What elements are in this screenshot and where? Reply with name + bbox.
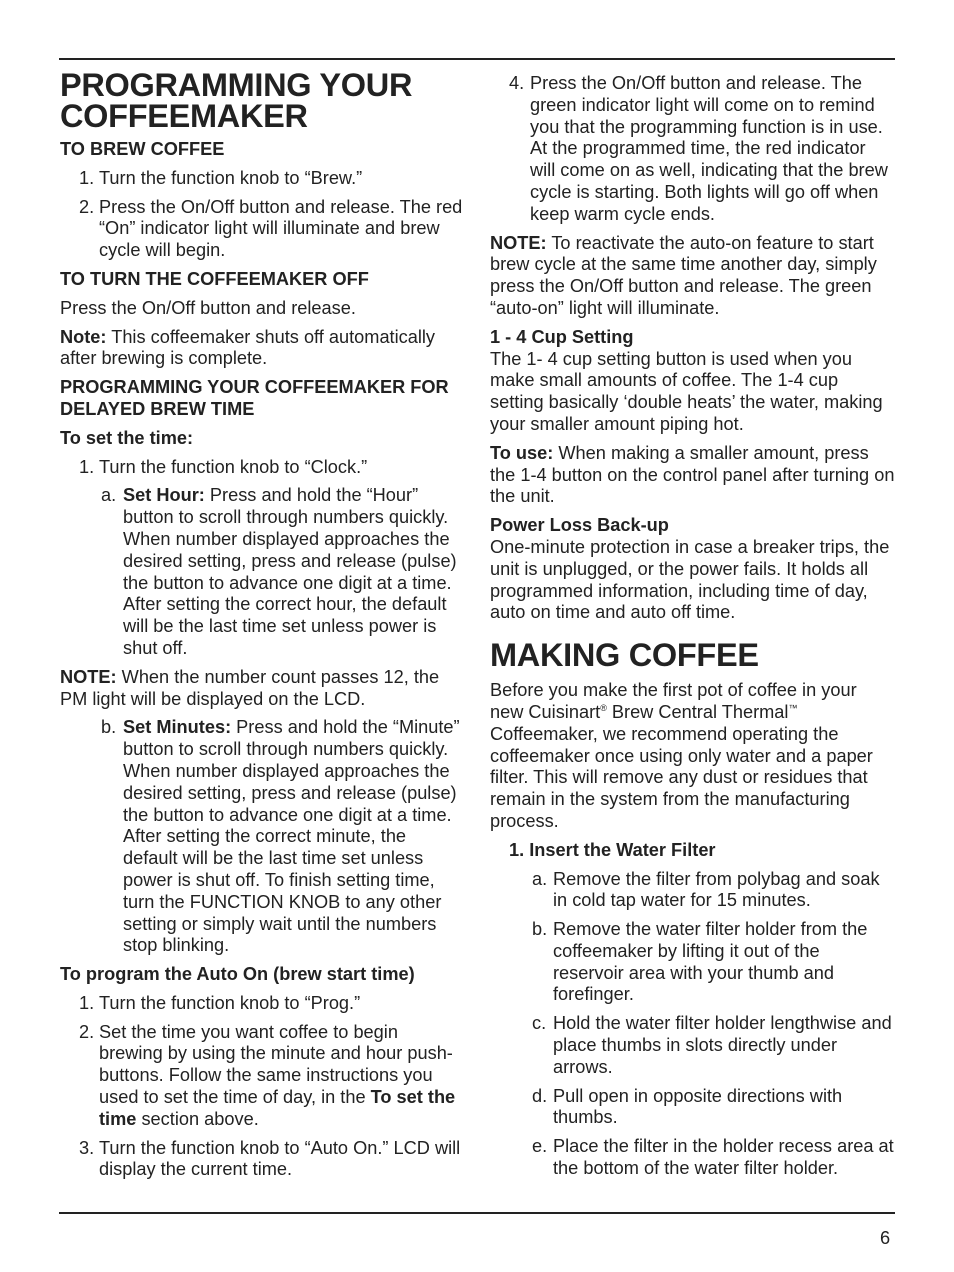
auto-on-step-2: 2. Set the time you want coffee to begin brewing by using the minute and hour push-buttons. Follow the same instructions you used to set the time of day, in the To set the time section above. bbox=[79, 1021, 456, 1129]
programming-title: PROGRAMMING YOUR COFFEEMAKER bbox=[60, 67, 413, 134]
page-number: 6 bbox=[880, 1228, 891, 1248]
set-hour-step: a. Set Hour: Press and hold the “Hour” button to scroll through numbers quickly. When number displayed approaches the desired setting, press and release (pulse) the button to advance one digit at a time. After setting the correct hour, the default will be the last time set unless power is shut off. bbox=[101, 485, 457, 658]
making-intro: Before you make the first pot of coffee in your new Cuisinart® Brew Central Thermal™ Coffeemaker, we recommend operating the coffeemaker once using only water and a paper filter. This will remove any dust or residues that remain in the system from the manufacturing process. bbox=[490, 680, 873, 831]
filter-step-b: b. Remove the water filter holder from the coffeemaker by lifting it out of the reservoir area with your thumb and forefinger. bbox=[532, 919, 868, 1005]
auto-on-step-1: 1. Turn the function knob to “Prog.” bbox=[79, 992, 361, 1013]
right-column bbox=[490, 73, 895, 1187]
brew-step-1: 1. Turn the function knob to “Brew.” bbox=[79, 167, 363, 188]
off-note: Note: This coffeemaker shuts off automatically after brewing is complete. bbox=[60, 326, 436, 369]
brew-step-2: 2. Press the On/Off button and release. The red “On” indicator light will illuminate and brew cycle will begin. bbox=[79, 196, 463, 261]
bottom-rule bbox=[59, 1212, 895, 1214]
cup-use-text: To use: When making a smaller amount, press the 1-4 button on the control panel after turning on the unit. bbox=[490, 442, 895, 507]
filter-step-d: d. Pull open in opposite directions with thumbs. bbox=[532, 1085, 843, 1128]
brew-heading: TO BREW COFFEE bbox=[60, 139, 225, 159]
filter-step-c: c. Hold the water filter holder lengthwise and place thumbs in slots directly under arrows. bbox=[532, 1013, 892, 1077]
reactivate-note: NOTE: To reactivate the auto-on feature to start brew cycle at the same time another day, simply press the On/Off button and release. The green “auto-on” light will illuminate. bbox=[490, 232, 877, 318]
delayed-heading: PROGRAMMING YOUR COFFEEMAKER FOR DELAYED BREW TIME bbox=[60, 377, 449, 419]
making-coffee-title: MAKING COFFEE bbox=[490, 637, 759, 674]
top-rule bbox=[59, 58, 895, 60]
pm-note: NOTE: When the number count passes 12, the PM light will be displayed on the LCD. bbox=[60, 666, 440, 709]
off-heading: TO TURN THE COFFEEMAKER OFF bbox=[60, 268, 369, 289]
off-text: Press the On/Off button and release. bbox=[60, 297, 356, 318]
set-minutes-step: b. Set Minutes: Press and hold the “Minute” button to scroll through numbers quickly. When number displayed approaches the desired setting, press and release (pulse) the button to advance one digit at a time. After setting the correct minute, the default will be the last time set unless power is shut off. To finish setting time, turn the FUNCTION KNOB to any other setting or simply wait until the numbers stop blinking. bbox=[101, 717, 460, 956]
clock-step-1: 1. Turn the function knob to “Clock.” bbox=[79, 456, 368, 477]
set-time-heading: To set the time: bbox=[60, 427, 194, 448]
left-column bbox=[60, 67, 465, 1188]
cup-setting-heading: 1 - 4 Cup Setting bbox=[490, 326, 634, 347]
insert-filter-heading: 1. Insert the Water Filter bbox=[509, 839, 716, 860]
auto-on-heading: To program the Auto On (brew start time) bbox=[60, 964, 415, 985]
cup-setting-text: The 1- 4 cup setting button is used when you make small amounts of coffee. The 1-4 cup setting basically ‘double heats’ the water, making your smaller amount piping hot. bbox=[490, 348, 883, 434]
auto-on-step-4: 4. Press the On/Off button and release. The green indicator light will come on to remind you that the programming function is in use. At the programmed time, the red indicator will come on as well, indicating that the brew cycle is starting. Both lights will go off when keep warm cycle ends. bbox=[509, 73, 888, 224]
filter-step-e: e. Place the filter in the holder recess area at the bottom of the water filter holder. bbox=[532, 1136, 894, 1179]
filter-step-a: a. Remove the filter from polybag and soak in cold tap water for 15 minutes. bbox=[532, 868, 880, 911]
auto-on-step-3: 3. Turn the function knob to “Auto On.” LCD will display the current time. bbox=[79, 1137, 461, 1180]
power-loss-heading: Power Loss Back-up bbox=[490, 515, 669, 536]
power-loss-text: One-minute protection in case a breaker trips, the unit is unplugged, or the power fails. It holds all programmed information, including time of day, auto on time and auto off time. bbox=[490, 536, 890, 623]
